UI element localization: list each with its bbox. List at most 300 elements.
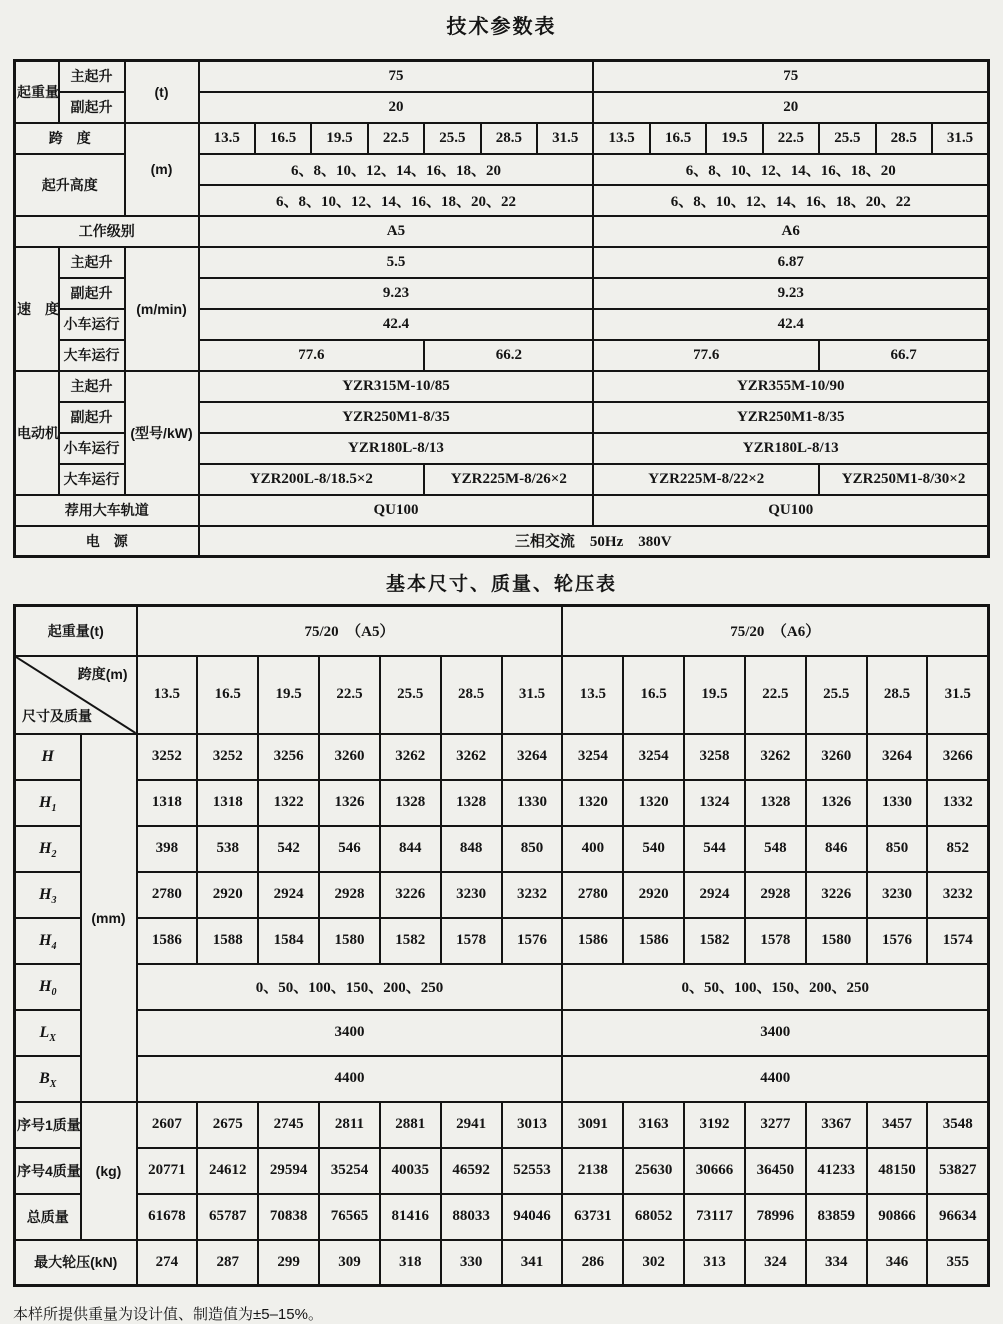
value-cell (197, 1148, 258, 1194)
cell-text: 6.87 (777, 253, 804, 270)
value-cell (562, 826, 623, 872)
cell-text: 3230 (882, 886, 913, 902)
value-cell (319, 1102, 380, 1148)
label-Lx (15, 1010, 81, 1056)
value-cell (258, 918, 319, 964)
value-cell (197, 872, 258, 918)
value-cell (258, 1148, 319, 1194)
value-cell (806, 1102, 867, 1148)
value-duty-class-a6 (593, 216, 988, 247)
label-trolley-travel (59, 433, 125, 464)
value-cell (593, 340, 819, 371)
cell-text: 3264 (882, 748, 913, 764)
value-cell (258, 1240, 319, 1286)
cell-text: 1330 (516, 794, 547, 810)
value-cell (319, 1148, 380, 1194)
cell-text: $B_X$ (39, 1069, 57, 1090)
cell-text: 1578 (456, 932, 487, 948)
value-cell (562, 734, 623, 780)
value-cell (684, 826, 745, 872)
cell-text: 22.5 (762, 686, 789, 702)
cell-text: 77.6 (298, 346, 325, 363)
value-cell (258, 1194, 319, 1240)
value-cell (927, 1194, 988, 1240)
value-cell (199, 247, 594, 278)
cell-text: 3457 (882, 1116, 913, 1132)
cell-text: 1330 (882, 794, 913, 810)
value-cell (593, 309, 988, 340)
value-cell (441, 918, 502, 964)
cell-text: 2924 (273, 886, 304, 902)
cell-text: 81416 (391, 1208, 430, 1224)
cell-text: 3226 (395, 886, 426, 902)
value-cell (319, 780, 380, 826)
value-cell (199, 402, 594, 433)
cell-text: 3091 (577, 1116, 608, 1132)
value-cell (684, 1102, 745, 1148)
value-cell (380, 1102, 441, 1148)
unit-m-min (125, 247, 199, 371)
cell-text: 40035 (391, 1162, 430, 1178)
value-cell (623, 1240, 684, 1286)
cell-text: 846 (824, 840, 848, 856)
value-cell (258, 1102, 319, 1148)
value-cell (593, 278, 988, 309)
value-cell (562, 1056, 988, 1102)
label-H1 (15, 780, 81, 826)
cell-text: 29594 (269, 1162, 308, 1178)
cell-text: 77.6 (693, 346, 720, 363)
value-cell (806, 1240, 867, 1286)
value-cell (562, 1194, 623, 1240)
cell-text: 1328 (456, 794, 487, 810)
table-row (15, 1194, 989, 1240)
value-cell (137, 1194, 198, 1240)
cell-text: 19.5 (275, 686, 302, 702)
cell-text: 2928 (334, 886, 365, 902)
cell-text: 1574 (942, 932, 973, 948)
cell-text: 540 (642, 840, 665, 856)
cell-text: 334 (824, 1253, 848, 1270)
cell-text: 24612 (209, 1162, 247, 1178)
value-cell (502, 826, 563, 872)
value-cell (623, 918, 684, 964)
cell-text: 3192 (699, 1116, 730, 1132)
label-main-hoist (59, 371, 125, 402)
cell-text: 大车运行 (63, 471, 120, 487)
value-cell (684, 780, 745, 826)
value-cell (867, 780, 928, 826)
cell-text: 48150 (878, 1162, 916, 1178)
label-aux-hoist (59, 402, 125, 433)
cell-text: 274 (155, 1253, 179, 1270)
cell-text: $H_4$ (39, 931, 57, 952)
cell-text: 1322 (273, 794, 304, 810)
value-cell (197, 1240, 258, 1286)
cell-text: 25630 (634, 1162, 673, 1178)
table-row (15, 872, 989, 918)
value-cell (745, 1102, 806, 1148)
table-row (15, 964, 989, 1010)
cell-text: 小车运行 (63, 316, 120, 332)
cell-text: 速 度 (17, 300, 59, 317)
value-cell (562, 1102, 623, 1148)
cell-text: YZR250M1-8/35 (736, 408, 845, 425)
cell-text: 1576 (882, 932, 913, 948)
cell-text: $H_2$ (39, 839, 57, 860)
label-duty-class (15, 216, 199, 247)
cell-text: 346 (885, 1253, 909, 1270)
cell-text: QU100 (373, 501, 419, 518)
cell-text: 1332 (942, 794, 973, 810)
value-cell (424, 340, 593, 371)
cell-text: 电 源 (85, 532, 128, 549)
label-lifting-capacity (15, 61, 59, 123)
label-H0 (15, 964, 81, 1010)
unit-model-kw (125, 371, 199, 495)
cell-text: 最大轮压(kN) (34, 1254, 118, 1271)
value-cell (927, 780, 988, 826)
value-cell (927, 656, 988, 734)
table-row (15, 606, 989, 656)
cell-text: 90866 (878, 1208, 916, 1224)
cell-text: 3262 (395, 748, 426, 764)
value-cell (319, 1194, 380, 1240)
cell-text: 852 (946, 840, 969, 856)
value-cell (819, 340, 988, 371)
cell-text: YZR225M-8/26×2 (450, 470, 567, 487)
cell-text: 2924 (699, 886, 730, 902)
cell-text: (t) (154, 83, 169, 100)
cell-text: A5 (386, 222, 406, 239)
cell-text: YZR315M-10/85 (342, 377, 450, 394)
value-cell (441, 656, 502, 734)
value-cell (424, 123, 480, 154)
cell-text: 850 (520, 840, 544, 856)
value-cell (932, 123, 989, 154)
label-H4 (15, 918, 81, 964)
cell-text: 850 (885, 840, 909, 856)
value-cell (441, 1240, 502, 1286)
value-cell (745, 1148, 806, 1194)
cell-text: QU100 (768, 501, 814, 518)
value-cell (380, 780, 441, 826)
label-H2 (15, 826, 81, 872)
cell-text: 1318 (151, 794, 182, 810)
cell-text: 0、50、100、150、200、250 (255, 980, 444, 996)
cell-text: 302 (642, 1253, 665, 1270)
value-cell (481, 123, 537, 154)
value-power-supply (199, 526, 989, 557)
value-cell (927, 734, 988, 780)
cell-text: 22.5 (382, 129, 410, 146)
value-cell (623, 826, 684, 872)
value-cell (441, 1102, 502, 1148)
cell-text: 299 (277, 1253, 300, 1270)
cell-text: 19.5 (701, 686, 728, 702)
value-cell (197, 1102, 258, 1148)
value-cell (745, 918, 806, 964)
value-cell (593, 402, 988, 433)
value-cell (593, 185, 988, 216)
value-cell (137, 1148, 198, 1194)
cell-text: 1320 (638, 794, 669, 810)
cell-text: 3367 (821, 1116, 852, 1132)
cell-text: 跨 度 (48, 130, 91, 146)
value-cell (745, 872, 806, 918)
cell-text: 2920 (638, 886, 669, 902)
cell-text: 主起升 (70, 68, 113, 85)
value-cell (684, 918, 745, 964)
cell-text: 1582 (395, 932, 426, 948)
cell-text: 3266 (942, 748, 973, 764)
value-cell (199, 340, 425, 371)
cell-text: 1324 (699, 794, 730, 810)
value-cell (927, 918, 988, 964)
value-cell (806, 826, 867, 872)
cell-text: 16.5 (270, 129, 297, 146)
cell-text: (m) (150, 161, 173, 177)
value-cell (745, 1240, 806, 1286)
cell-text: 13.5 (153, 686, 181, 702)
cell-text: 286 (581, 1253, 605, 1270)
cell-text: 287 (216, 1253, 240, 1270)
cell-text: 3163 (638, 1116, 669, 1132)
value-cell (258, 734, 319, 780)
cell-text: 548 (764, 840, 787, 856)
cell-text: 2920 (212, 886, 243, 902)
cell-text: 75/20 （A5） (304, 624, 395, 641)
cell-text: 2745 (273, 1116, 304, 1132)
cell-text: 66.7 (890, 346, 917, 363)
value-cell (502, 872, 563, 918)
value-cell (806, 734, 867, 780)
cell-text: 16.5 (640, 686, 667, 702)
cell-text: 2675 (212, 1116, 243, 1132)
value-cell (562, 656, 623, 734)
value-cell (806, 780, 867, 826)
cell-text: 3252 (212, 748, 243, 764)
table1-title: 技术参数表 (446, 16, 557, 38)
label-item1-mass (15, 1102, 81, 1148)
cell-text: 2780 (577, 886, 608, 902)
cell-text: 1328 (760, 794, 791, 810)
cell-text: 1326 (821, 794, 852, 810)
cell-text: 28.5 (458, 686, 485, 702)
table2-title: 基本尺寸、质量、轮压表 (385, 574, 617, 595)
label-aux-hoist (59, 278, 125, 309)
value-cell (319, 734, 380, 780)
cell-text: 3258 (699, 748, 730, 764)
cell-text: 1580 (821, 932, 852, 948)
cell-text: 76565 (330, 1208, 369, 1224)
value-cell (562, 780, 623, 826)
value-cell (319, 656, 380, 734)
cell-text: 起升高度 (41, 176, 98, 193)
value-cell (763, 123, 819, 154)
value-cell (593, 495, 988, 526)
label-lifting-height (15, 154, 125, 216)
cell-text: 1320 (577, 794, 608, 810)
cell-text: 3254 (638, 748, 669, 764)
cell-text: 25.5 (439, 129, 466, 146)
value-cell (441, 1194, 502, 1240)
value-cell (199, 154, 594, 185)
label-capacity (15, 606, 137, 656)
unit-t (125, 61, 199, 123)
cell-text: 330 (459, 1253, 483, 1270)
cell-text: 总质量 (26, 1208, 69, 1225)
cell-text: 1586 (577, 932, 608, 948)
value-cell (867, 734, 928, 780)
cell-text: 1586 (151, 932, 182, 948)
value-cell (927, 1240, 988, 1286)
cell-text: 3252 (151, 748, 182, 764)
cell-text: 3262 (760, 748, 791, 764)
table-row (15, 734, 989, 780)
value-cell (380, 734, 441, 780)
cell-text: 19.5 (721, 129, 748, 146)
cell-text: 2607 (151, 1116, 182, 1132)
cell-text: 1584 (273, 932, 304, 948)
label-H (15, 734, 81, 780)
cell-text: 序号4质量 (17, 1162, 81, 1179)
value-cell (319, 826, 380, 872)
label-recommended-rail (15, 495, 199, 526)
cell-text: YZR180L-8/13 (348, 439, 444, 456)
cell-text: 20 (783, 98, 799, 115)
value-cell (562, 1010, 988, 1056)
value-cell (137, 964, 563, 1010)
value-cell (537, 123, 593, 154)
value-main-capacity-a6 (593, 61, 988, 92)
cell-text: 46592 (452, 1162, 490, 1178)
cell-text: 78996 (756, 1208, 795, 1224)
cell-text: 3013 (516, 1116, 547, 1132)
cell-text: 398 (155, 840, 179, 856)
cell-text: 3254 (577, 748, 608, 764)
value-cell (197, 734, 258, 780)
value-cell (927, 826, 988, 872)
cell-text: 1580 (334, 932, 365, 948)
table-row (15, 1056, 989, 1102)
cell-text: 400 (581, 840, 605, 856)
value-cell (806, 1148, 867, 1194)
value-cell (593, 154, 988, 185)
cell-text: 16.5 (214, 686, 241, 702)
value-cell (623, 1194, 684, 1240)
cell-text: YZR225M-8/22×2 (648, 470, 765, 487)
cell-text: YZR180L-8/13 (742, 439, 839, 456)
value-cell (199, 495, 594, 526)
cell-text: 22.5 (777, 129, 805, 146)
value-cell (623, 872, 684, 918)
value-capacity-a6 (562, 606, 988, 656)
cell-text: 20 (388, 98, 404, 115)
label-max-wheel-load (15, 1240, 137, 1286)
cell-text: 6、8、10、12、14、16、18、20 (685, 162, 896, 179)
cell-text: $H_1$ (39, 793, 57, 814)
cell-text: 83859 (817, 1208, 855, 1224)
value-cell (319, 1240, 380, 1286)
value-cell (593, 92, 988, 123)
cell-text: 844 (399, 840, 422, 856)
value-cell (502, 1102, 563, 1148)
value-cell (562, 1240, 623, 1286)
value-cell (197, 918, 258, 964)
unit-m (125, 123, 199, 216)
cell-text: 848 (459, 840, 483, 856)
cell-text: 309 (338, 1253, 361, 1270)
value-cell (258, 780, 319, 826)
cell-text: 544 (703, 840, 726, 856)
cell-text: 主起升 (70, 378, 113, 394)
value-cell (424, 464, 593, 495)
table-row (15, 526, 989, 557)
cell-text: 副起升 (70, 285, 113, 301)
value-cell (819, 123, 875, 154)
cell-text: $L_X$ (39, 1023, 56, 1044)
cell-text: 3264 (516, 748, 547, 764)
value-cell (137, 1056, 563, 1102)
value-cell (623, 1102, 684, 1148)
value-cell (137, 1240, 198, 1286)
value-cell (380, 1194, 441, 1240)
cell-text: 28.5 (890, 129, 917, 146)
cell-text: 13.5 (608, 129, 635, 146)
value-cell (380, 918, 441, 964)
cell-text: YZR200L-8/18.5×2 (249, 470, 373, 487)
label-power-supply (15, 526, 199, 557)
unit-kg (81, 1102, 137, 1240)
cell-text: 538 (216, 840, 240, 856)
value-cell (197, 1194, 258, 1240)
value-cell (199, 123, 255, 154)
value-cell (137, 734, 198, 780)
cell-text: 61678 (148, 1208, 186, 1224)
value-cell (593, 464, 819, 495)
cell-text: 324 (764, 1253, 787, 1270)
cell-text: 电动机 (17, 424, 59, 441)
cell-text: 31.5 (552, 129, 579, 146)
cell-text: H (41, 747, 54, 765)
label-speed (15, 247, 59, 371)
value-cell (311, 123, 367, 154)
value-cell (137, 780, 198, 826)
cell-text: 小车运行 (63, 440, 120, 456)
cell-text: 3256 (273, 748, 304, 764)
cell-text: 1588 (212, 932, 243, 948)
value-cell (197, 826, 258, 872)
value-cell (562, 872, 623, 918)
table-row (15, 656, 989, 734)
value-cell (199, 278, 594, 309)
value-cell (380, 826, 441, 872)
value-cell (199, 92, 594, 123)
cell-text: 20771 (148, 1162, 186, 1178)
value-cell (137, 872, 198, 918)
label-crane-travel (59, 464, 125, 495)
cell-text: 30666 (695, 1162, 734, 1178)
value-cell (806, 918, 867, 964)
value-cell (319, 918, 380, 964)
cell-text: 1328 (395, 794, 426, 810)
label-motor (15, 371, 59, 495)
value-capacity-a5 (137, 606, 563, 656)
value-cell (867, 1102, 928, 1148)
diag-bottom-label: 尺寸及质量 (22, 707, 92, 724)
cell-text: 1586 (638, 932, 669, 948)
